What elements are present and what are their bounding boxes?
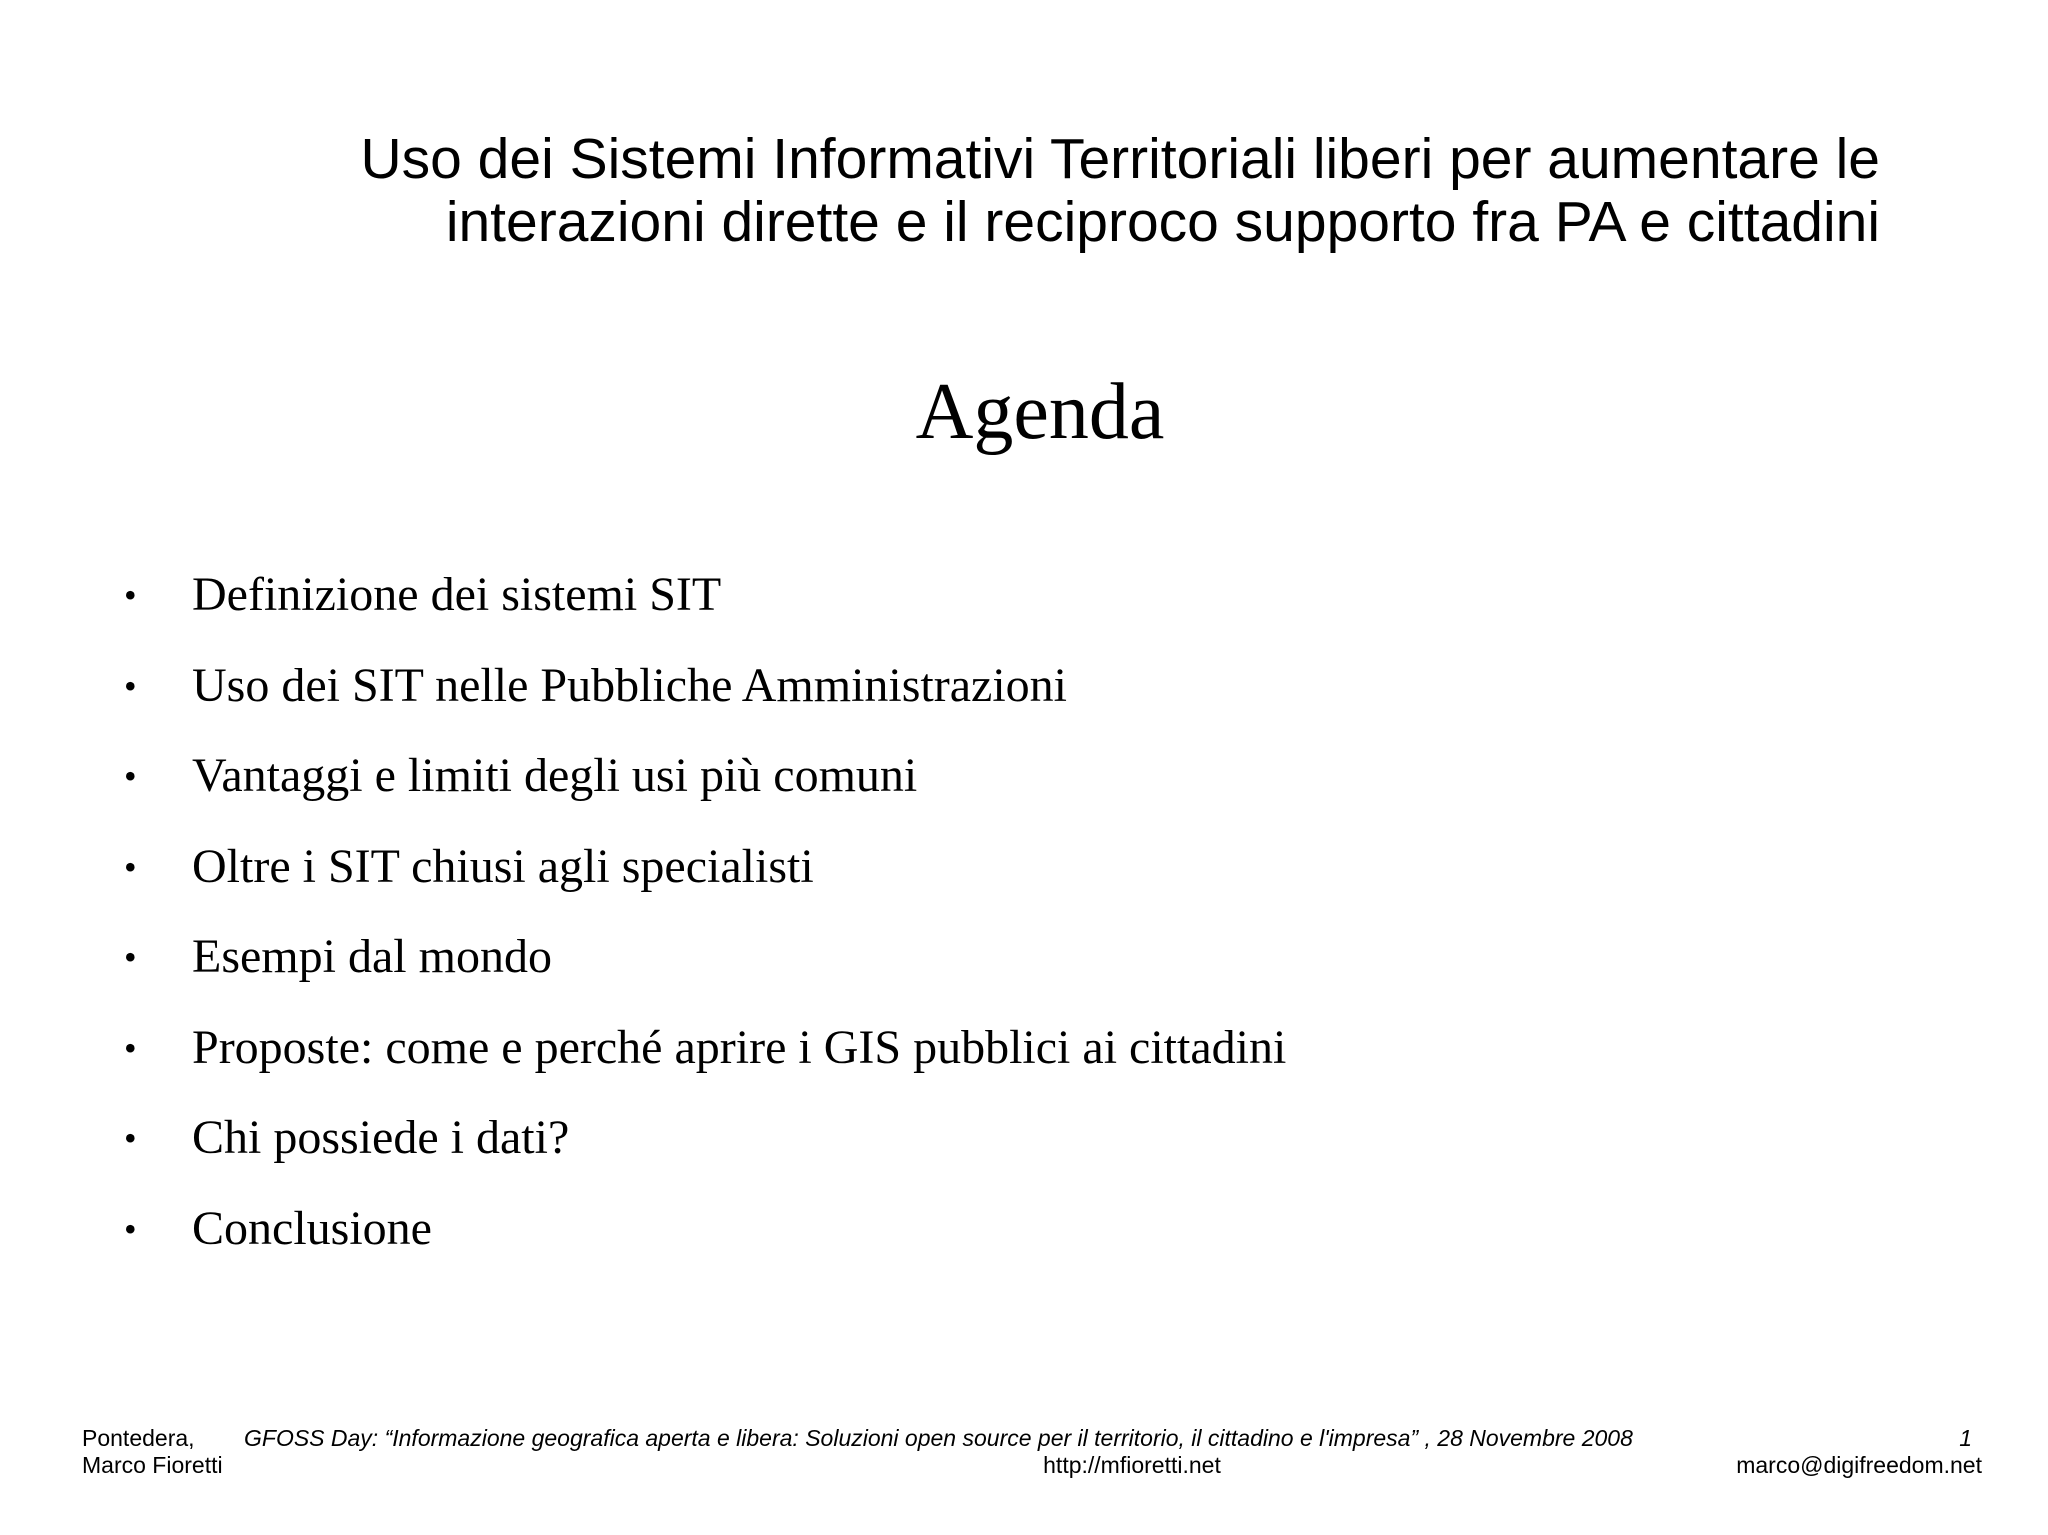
agenda-item — [120, 657, 1620, 748]
bullet-icon: • — [124, 846, 137, 887]
agenda-item — [120, 1200, 1620, 1291]
agenda-item-label: Conclusione — [192, 1201, 432, 1255]
footer-author: Marco Fioretti — [82, 1452, 223, 1478]
agenda-list — [120, 566, 1620, 1290]
agenda-item — [120, 1019, 1620, 1110]
agenda-item-label: Proposte: come e perché aprire i GIS pubblici ai cittadini — [192, 1020, 1287, 1074]
agenda-item — [120, 566, 1620, 657]
footer-url: http://mfioretti.net — [1043, 1452, 1221, 1478]
bullet-icon: • — [124, 937, 137, 977]
agenda-item-label: Uso dei SIT nelle Pubbliche Amministrazioni — [192, 658, 1068, 712]
agenda-item-label: Esempi dal mondo — [192, 930, 552, 983]
bullet-icon: • — [124, 756, 137, 796]
agenda-item — [120, 1109, 1620, 1200]
bullet-icon: • — [124, 1027, 137, 1068]
presentation-title-line-1: Uso dei Sistemi Informativi Territoriali liberi per aumentare le — [360, 127, 1880, 191]
agenda-item — [120, 747, 1620, 838]
agenda-item-label: Definizione dei sistemi SIT — [192, 568, 722, 621]
footer-city: Pontedera, — [82, 1425, 195, 1451]
slide-footer — [82, 1425, 1982, 1485]
footer-email: marco@digifreedom.net — [1736, 1452, 1982, 1478]
bullet-icon: • — [124, 1118, 137, 1158]
agenda-item-label: Vantaggi e limiti degli usi più comuni — [192, 749, 918, 802]
page-number: 1 — [1959, 1425, 1972, 1451]
agenda-item — [120, 928, 1620, 1019]
presentation-title — [160, 128, 1880, 254]
presentation-title-line-2: interazioni dirette e il reciproco supporto fra PA e cittadini — [445, 190, 1880, 254]
slide-title: Agenda — [915, 368, 1165, 456]
agenda-item — [120, 838, 1620, 929]
bullet-icon: • — [124, 665, 137, 706]
agenda-item-label: Chi possiede i dati? — [192, 1111, 570, 1164]
bullet-icon: • — [124, 575, 137, 615]
bullet-icon: • — [124, 1208, 137, 1249]
agenda-item-label: Oltre i SIT chiusi agli specialisti — [192, 839, 814, 893]
footer-event: GFOSS Day: “Informazione geografica aperta e libera: Soluzioni open source per il territorio, il cittadino e l'impresa” , 28 Novembre 2008 — [244, 1425, 1633, 1451]
